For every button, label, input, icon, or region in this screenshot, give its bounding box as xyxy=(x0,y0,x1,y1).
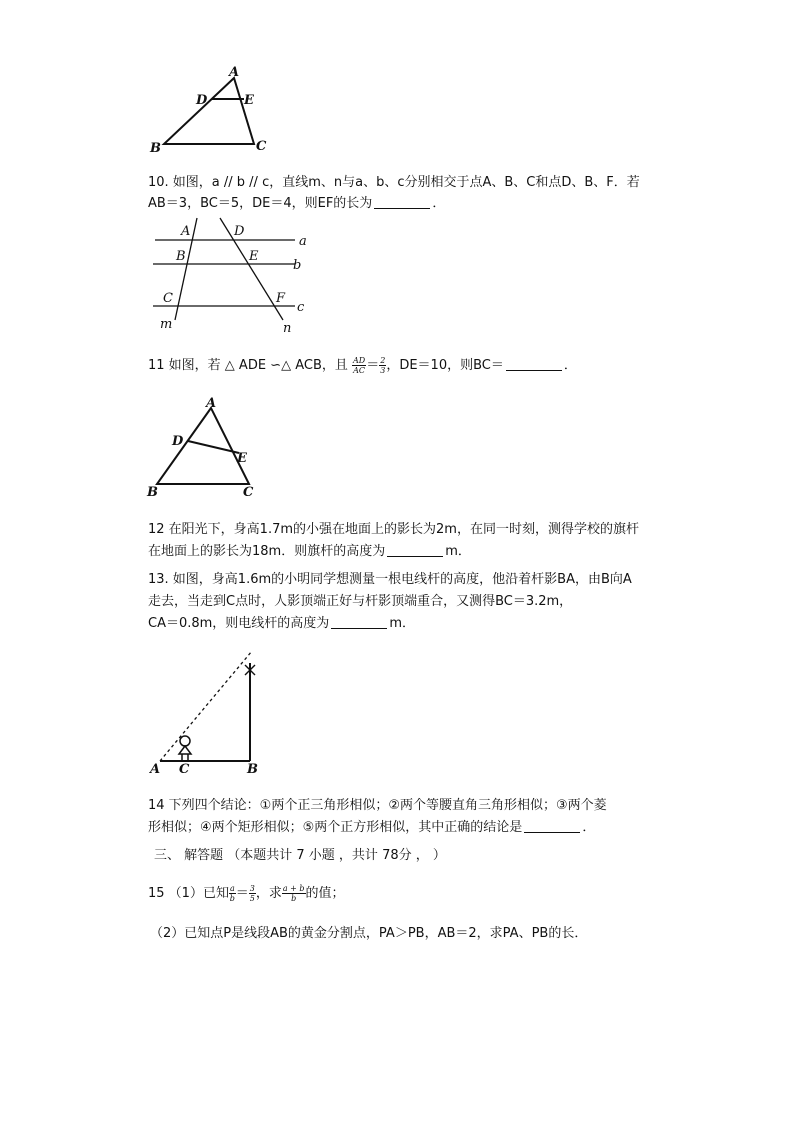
f1b-den: 5 xyxy=(249,894,255,903)
frac-den: AC xyxy=(353,366,366,375)
label-e-pt: E xyxy=(249,249,259,264)
triangle-abc-q11 xyxy=(157,408,249,484)
label-e: E xyxy=(244,93,254,108)
q14-line2 xyxy=(148,818,595,838)
q15-part2: （2）已知点P是线段AB的黄金分割点，PA＞PB，AB＝2，求PA、PB的长． xyxy=(150,926,588,941)
f2-num: a + b xyxy=(282,884,305,893)
f2-den: b xyxy=(291,894,297,903)
label-line-m: m xyxy=(160,317,173,332)
label-c-pt: C xyxy=(163,291,173,306)
label-d-q11: D xyxy=(172,434,184,449)
person-head xyxy=(180,736,190,746)
label-e-q11: E xyxy=(237,451,247,466)
fraction-a-b xyxy=(229,884,236,903)
q15-mid: ，求 xyxy=(255,886,282,901)
f1-den: b xyxy=(229,894,235,903)
label-a-q13: A xyxy=(150,762,161,777)
label-line-b: b xyxy=(293,258,302,273)
q11-eq: ＝ xyxy=(366,358,380,373)
fraction-3-5 xyxy=(249,884,256,903)
q12-line1: 12 在阳光下，身高1.7m的小强在地面上的影长为2m，在同一时刻，测得学校的旗杆 xyxy=(148,522,639,537)
answer-blank-q10[interactable] xyxy=(374,194,430,209)
answer-blank-q12[interactable] xyxy=(387,542,443,557)
figure-q10-parallel-lines xyxy=(145,218,320,338)
q10-line2-text: AB＝3，BC＝5，DE＝4，则EF的长为 xyxy=(148,196,373,211)
label-c: C xyxy=(256,139,267,154)
fraction-ad-ac xyxy=(352,356,366,375)
f1-eq: ＝ xyxy=(235,886,249,901)
sun-ray-dashed xyxy=(160,651,252,761)
label-c-q13: C xyxy=(179,762,190,777)
q11-end: ． xyxy=(563,358,577,373)
label-a-q11: A xyxy=(206,396,217,411)
label-line-n: n xyxy=(283,321,292,336)
label-b-pt: B xyxy=(176,249,186,264)
answer-blank-q11[interactable] xyxy=(506,356,562,371)
q11-suffix: ，DE＝10，则BC＝ xyxy=(386,358,504,373)
answer-blank-q13[interactable] xyxy=(331,614,387,629)
q13-line3-text: CA＝0.8m，则电线杆的高度为 xyxy=(148,616,330,631)
label-d: D xyxy=(196,93,208,108)
q12-line2-text: 在地面上的影长为18m．则旗杆的高度为 xyxy=(148,544,386,559)
q11-prefix: 11 如图，若 △ ADE ∽△ ACB，且 xyxy=(148,358,348,373)
fraction-apb-b xyxy=(282,884,306,903)
line-n xyxy=(220,218,283,320)
q10-line1: 10. 如图，a // b // c，直线m、n与a、b、c分别相交于点A、B、C和点D、B、F．若 xyxy=(148,175,640,190)
answer-blank-q14[interactable] xyxy=(524,818,580,833)
frac2-num: 2 xyxy=(380,356,386,365)
label-b: B xyxy=(150,141,161,156)
q13-line3-end: m． xyxy=(389,616,415,631)
q12-line2 xyxy=(148,542,471,562)
label-a: A xyxy=(229,65,240,80)
q10-line2-end: ． xyxy=(432,196,446,211)
q13-line2: 走去，当走到C点时，人影顶端正好与杆影顶端重合，又测得BC＝3.2m， xyxy=(148,594,573,609)
q14-line1: 14 下列四个结论：①两个正三角形相似；②两个等腰直角三角形相似；③两个菱 xyxy=(148,798,607,813)
f1b-num: 3 xyxy=(249,884,255,893)
q15-end: 的值； xyxy=(305,886,345,901)
label-d-pt: D xyxy=(234,224,245,239)
figure-q9-triangle xyxy=(150,62,280,157)
q13-line3 xyxy=(148,614,415,634)
q13-line1: 13. 如图，身高1.6m的小明同学想测量一根电线杆的高度，他沿着杆影BA，由B向A xyxy=(148,572,632,587)
figure-q11-triangle xyxy=(145,394,270,504)
f1-num: a xyxy=(229,884,235,893)
q14-line2-text: 形相似；④两个矩形相似；⑤两个正方形相似，其中正确的结论是 xyxy=(148,820,523,835)
q11-line xyxy=(148,356,577,376)
label-a-pt: A xyxy=(181,224,191,239)
label-line-a: a xyxy=(299,234,307,249)
q10-line2 xyxy=(148,194,445,214)
frac2-den: 3 xyxy=(380,366,386,375)
q15-prefix: 15 （1）已知 xyxy=(148,886,229,901)
label-b-q11: B xyxy=(147,485,158,500)
frac-num: AD xyxy=(353,356,366,365)
label-b-q13: B xyxy=(247,762,258,777)
section-heading: 三、 解答题 （本题共计 7 小题 ，共计 78分 ， ） xyxy=(154,848,446,863)
figure-q13-pole-shadow xyxy=(148,645,273,780)
q14-line2-end: ． xyxy=(582,820,596,835)
person-body xyxy=(179,746,191,754)
label-c-q11: C xyxy=(243,485,254,500)
q12-line2-end: m． xyxy=(445,544,471,559)
label-line-c: c xyxy=(297,300,305,315)
label-f-pt: F xyxy=(276,291,286,306)
q15-part1 xyxy=(148,884,345,904)
triangle-abc xyxy=(164,78,254,144)
